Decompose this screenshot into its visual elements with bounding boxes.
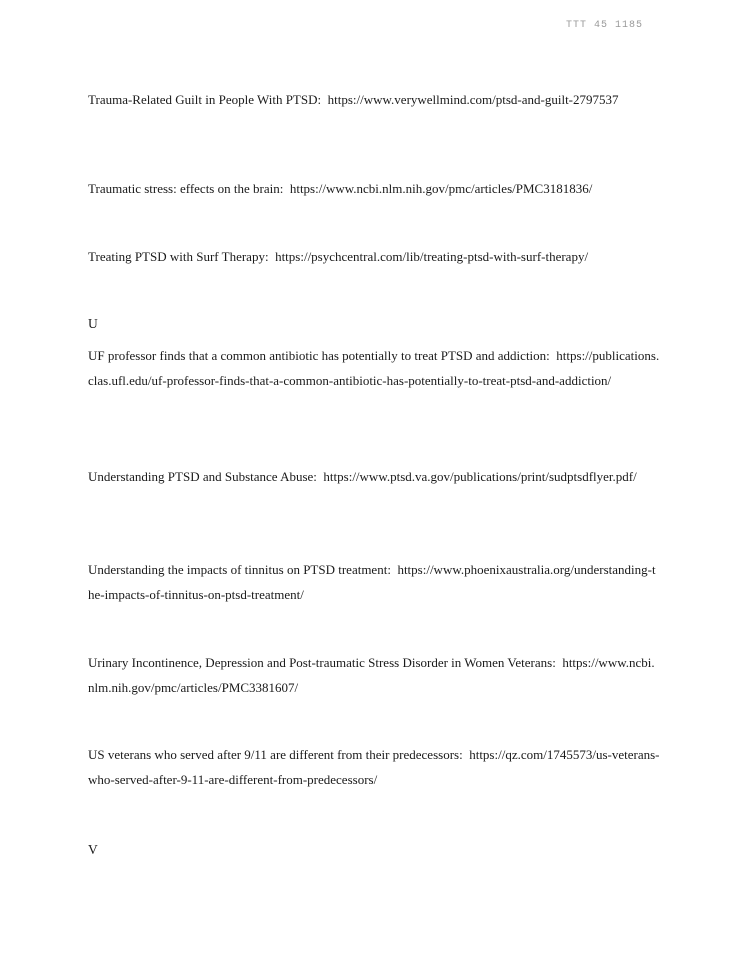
- reference-title: US veterans who served after 9/11 are different from their predecessors:: [88, 747, 463, 762]
- reference-title: Traumatic stress: effects on the brain:: [88, 181, 284, 196]
- section-letter: U: [88, 316, 98, 331]
- reference-entry: [88, 176, 660, 201]
- section-letter: V: [88, 842, 98, 857]
- reference-entry: [88, 464, 660, 489]
- reference-title: UF professor finds that a common antibiotic has potentially to treat PTSD and addiction:: [88, 348, 550, 363]
- reference-entry: [88, 87, 660, 112]
- reference-entry: [88, 244, 660, 269]
- reference-url[interactable]: https://psychcentral.com/lib/treating-ptsd-with-surf-therapy/: [275, 249, 589, 264]
- reference-url[interactable]: https://publications.clas.ufl.edu/uf-professor-finds-that-a-common-antibiotic-has-potentially-to-treat-ptsd-and-addiction/: [88, 348, 660, 388]
- reference-url[interactable]: https://qz.com/1745573/us-veterans-who-served-after-9-11-are-different-from-predecessors/: [88, 747, 660, 787]
- reference-entry: [88, 650, 660, 700]
- reference-url[interactable]: https://www.ptsd.va.gov/publications/print/sudptsdflyer.pdf/: [323, 469, 637, 484]
- reference-url[interactable]: https://www.verywellmind.com/ptsd-and-guilt-2797537: [327, 92, 619, 107]
- page-number: TTT 45 1185: [565, 20, 643, 31]
- reference-title: Understanding PTSD and Substance Abuse:: [88, 469, 317, 484]
- reference-title: Treating PTSD with Surf Therapy:: [88, 249, 269, 264]
- reference-entry: [88, 742, 660, 792]
- reference-url[interactable]: https://www.phoenixaustralia.org/understanding-the-impacts-of-tinnitus-on-ptsd-treatment/: [88, 562, 656, 602]
- reference-title: Trauma-Related Guilt in People With PTSD:: [88, 92, 322, 107]
- reference-entry: [88, 343, 660, 393]
- reference-entry: [88, 557, 660, 607]
- reference-title: Understanding the impacts of tinnitus on PTSD treatment:: [88, 562, 391, 577]
- reference-title: Urinary Incontinence, Depression and Post-traumatic Stress Disorder in Women Veterans:: [88, 655, 556, 670]
- reference-url[interactable]: https://www.ncbi.nlm.nih.gov/pmc/articles/PMC3381607/: [88, 655, 655, 695]
- reference-url[interactable]: https://www.ncbi.nlm.nih.gov/pmc/articles/PMC3181836/: [289, 181, 593, 196]
